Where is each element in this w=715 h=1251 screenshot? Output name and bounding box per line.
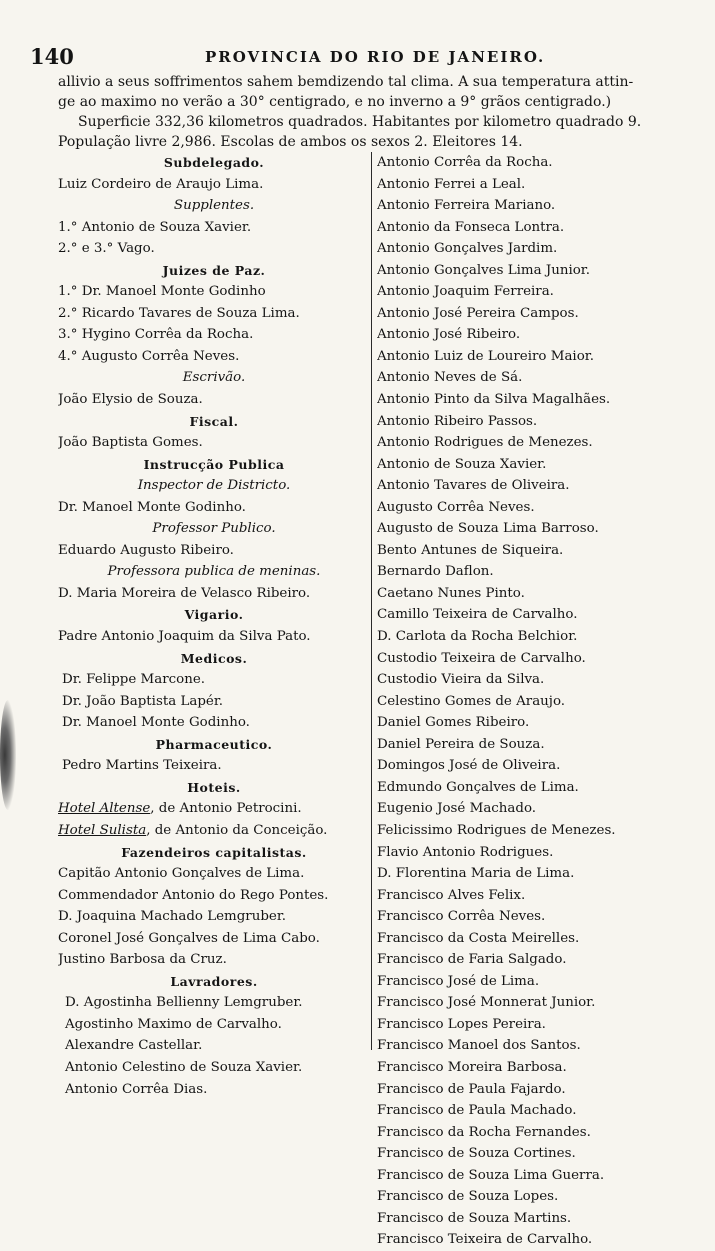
section-heading: Hoteis.	[187, 779, 241, 795]
entry: D. Joaquina Machado Lemgruber.	[58, 909, 287, 925]
entry: Antonio Corrêa Dias.	[65, 1081, 208, 1097]
lavrador-entry: Francisco de Paula Machado.	[377, 1103, 577, 1119]
lavrador-entry: Antonio Gonçalves Jardim.	[377, 241, 558, 257]
lavrador-entry: Antonio José Ribeiro.	[377, 327, 521, 343]
page-number: 140	[30, 44, 74, 69]
lavrador-entry: Antonio Ferrei a Leal.	[377, 176, 526, 192]
section-heading: Vigario.	[184, 607, 244, 623]
subsection-heading: Inspector de Districto.	[137, 478, 291, 494]
lavrador-entry: D. Florentina Maria de Lima.	[377, 866, 575, 882]
intro-line: allivio a seus soffrimentos sahem bemdizendo tal clima. A sua temperatura attin-	[58, 74, 634, 90]
page-header	[30, 44, 690, 70]
lavrador-entry: Antonio Tavares de Oliveira.	[377, 478, 570, 494]
entry: Capitão Antonio Gonçalves de Lima.	[58, 866, 305, 882]
lavrador-entry: Francisco da Costa Meirelles.	[377, 930, 580, 946]
lavrador-entry: Antonio Joaquim Ferreira.	[377, 284, 554, 300]
lavrador-entry: Antonio da Fonseca Lontra.	[377, 219, 565, 235]
intro-line: População livre 2,986. Escolas de ambos os sexos 2. Eleitores 14.	[58, 134, 523, 150]
intro-line: ge ao maximo no verão a 30° centigrado, e no inverno a 9° grãos centigrado.)	[58, 94, 612, 110]
lavrador-entry: Bento Antunes de Siqueira.	[377, 542, 564, 558]
lavrador-entry: Francisco de Souza Cortines.	[377, 1146, 576, 1162]
lavrador-entry: Francisco Manoel dos Santos.	[377, 1038, 581, 1054]
entry: João Elysio de Souza.	[58, 392, 203, 408]
page-stain	[0, 700, 16, 810]
lavrador-entry: Antonio Pinto da Silva Magalhães.	[377, 392, 611, 408]
entry: Coronel José Gonçalves de Lima Cabo.	[58, 930, 320, 946]
section-heading: Pharmaceutico.	[155, 736, 273, 752]
section-heading: Fazendeiros capitalistas.	[121, 844, 307, 860]
entry: 4.° Augusto Corrêa Neves.	[58, 348, 240, 364]
entry: Dr. João Baptista Lapér.	[62, 693, 224, 709]
subsection-heading: Professor Publico.	[152, 521, 276, 537]
section-heading: Lavradores.	[170, 973, 258, 989]
section-heading: Medicos.	[180, 650, 248, 666]
lavrador-entry: Domingos José de Oliveira.	[377, 758, 561, 774]
lavrador-entry: Francisco de Souza Lima Guerra.	[377, 1167, 605, 1183]
entry: João Baptista Gomes.	[58, 435, 203, 451]
hotel-entry	[58, 798, 370, 820]
entry: Eduardo Augusto Ribeiro.	[58, 542, 234, 558]
entry: Pedro Martins Teixeira.	[62, 758, 222, 774]
section-heading: Juizes de Paz.	[162, 262, 266, 278]
entry: Dr. Manoel Monte Godinho.	[62, 715, 250, 731]
entry: 2.° e 3.° Vago.	[58, 241, 155, 257]
lavrador-entry: Antonio de Souza Xavier.	[377, 456, 547, 472]
entry: Padre Antonio Joaquim da Silva Pato.	[58, 629, 311, 645]
lavrador-entry: Francisco de Souza Martins.	[377, 1210, 572, 1226]
lavrador-entry: D. Carlota da Rocha Belchior.	[377, 629, 578, 645]
lavrador-entry: Francisco de Faria Salgado.	[377, 952, 567, 968]
lavrador-entry: Daniel Pereira de Souza.	[377, 736, 545, 752]
lavrador-entry: Edmundo Gonçalves de Lima.	[377, 779, 579, 795]
column-divider	[371, 152, 372, 1050]
lavrador-entry: Augusto de Souza Lima Barroso.	[377, 521, 599, 537]
section-heading: Fiscal.	[189, 413, 239, 429]
lavrador-entry: Eugenio José Machado.	[377, 801, 537, 817]
subsection-heading: Supplentes.	[173, 198, 255, 214]
lavrador-entry: Augusto Corrêa Neves.	[377, 499, 535, 515]
lavrador-entry: Francisco Teixeira de Carvalho.	[377, 1232, 593, 1248]
lavrador-entry: Camillo Teixeira de Carvalho.	[377, 607, 578, 623]
left-column	[58, 152, 370, 1100]
entry: 1.° Antonio de Souza Xavier.	[58, 219, 252, 235]
lavrador-entry: Daniel Gomes Ribeiro.	[377, 715, 530, 731]
lavrador-entry: Celestino Gomes de Araujo.	[377, 693, 566, 709]
lavrador-entry: Caetano Nunes Pinto.	[377, 585, 525, 601]
lavrador-entry: Antonio Luiz de Loureiro Maior.	[377, 348, 594, 364]
lavrador-entry: Custodio Teixeira de Carvalho.	[377, 650, 586, 666]
lavrador-entry: Antonio Neves de Sá.	[377, 370, 523, 386]
entry: Justino Barbosa da Cruz.	[58, 952, 227, 968]
lavrador-entry: Francisco da Rocha Fernandes.	[377, 1124, 591, 1140]
lavrador-entry: Francisco José de Lima.	[377, 973, 540, 989]
section-heading: Subdelegado.	[163, 155, 265, 170]
entry: D. Maria Moreira de Velasco Ribeiro.	[58, 585, 311, 601]
hotel-name: Hotel Sulista	[58, 822, 147, 838]
lavrador-entry: Felicissimo Rodrigues de Menezes.	[377, 822, 616, 838]
entry: Dr. Manoel Monte Godinho.	[58, 499, 246, 515]
intro-line: Superficie 332,36 kilometros quadrados. Habitantes por kilometro quadrado 9.	[78, 114, 642, 130]
lavrador-entry: Custodio Vieira da Silva.	[377, 672, 545, 688]
lavrador-entry: Francisco Alves Felix.	[377, 887, 526, 903]
lavrador-entry: Francisco de Paula Fajardo.	[377, 1081, 566, 1097]
hotel-name: Hotel Altense	[58, 801, 151, 817]
lavrador-entry: Antonio Corrêa da Rocha.	[377, 155, 553, 170]
entry: 2.° Ricardo Tavares de Souza Lima.	[58, 305, 300, 321]
subsection-heading: Escrivão.	[182, 370, 246, 386]
lavrador-entry: Antonio Ferreira Mariano.	[377, 198, 556, 214]
lavrador-entry: Antonio Ribeiro Passos.	[377, 413, 538, 429]
lavrador-entry: Francisco Corrêa Neves.	[377, 909, 546, 925]
lavrador-entry: Antonio Gonçalves Lima Junior.	[377, 262, 590, 278]
running-title: PROVINCIA DO RIO DE JANEIRO.	[205, 48, 546, 66]
lavrador-entry: Francisco José Monnerat Junior.	[377, 995, 596, 1011]
lavrador-entry: Antonio José Pereira Campos.	[377, 305, 579, 321]
hotel-owner: , de Antonio Petrocini.	[150, 801, 302, 817]
intro-paragraph	[58, 72, 708, 152]
entry: 1.° Dr. Manoel Monte Godinho	[58, 284, 266, 300]
entry: 3.° Hygino Corrêa da Rocha.	[58, 327, 254, 343]
entry: Commendador Antonio do Rego Pontes.	[58, 887, 329, 903]
lavrador-entry: Francisco de Souza Lopes.	[377, 1189, 559, 1205]
lavrador-entry: Francisco Lopes Pereira.	[377, 1016, 546, 1032]
entry: D. Agostinha Bellienny Lemgruber.	[65, 995, 303, 1011]
section-heading: Instrucção Publica	[143, 456, 285, 472]
lavrador-entry: Antonio Rodrigues de Menezes.	[377, 435, 593, 451]
lavrador-entry: Flavio Antonio Rodrigues.	[377, 844, 554, 860]
entry: Alexandre Castellar.	[65, 1038, 203, 1054]
entry: Luiz Cordeiro de Araujo Lima.	[58, 176, 264, 192]
right-column	[377, 152, 707, 1251]
entry: Antonio Celestino de Souza Xavier.	[65, 1059, 303, 1075]
hotel-owner: , de Antonio da Conceição.	[146, 822, 328, 838]
subsection-heading: Professora publica de meninas.	[107, 564, 321, 580]
lavrador-entry: Francisco Moreira Barbosa.	[377, 1059, 567, 1075]
entry: Agostinho Maximo de Carvalho.	[65, 1016, 282, 1032]
entry: Dr. Felippe Marcone.	[62, 672, 206, 688]
lavrador-entry: Bernardo Daflon.	[377, 564, 494, 580]
hotel-entry	[58, 820, 370, 842]
